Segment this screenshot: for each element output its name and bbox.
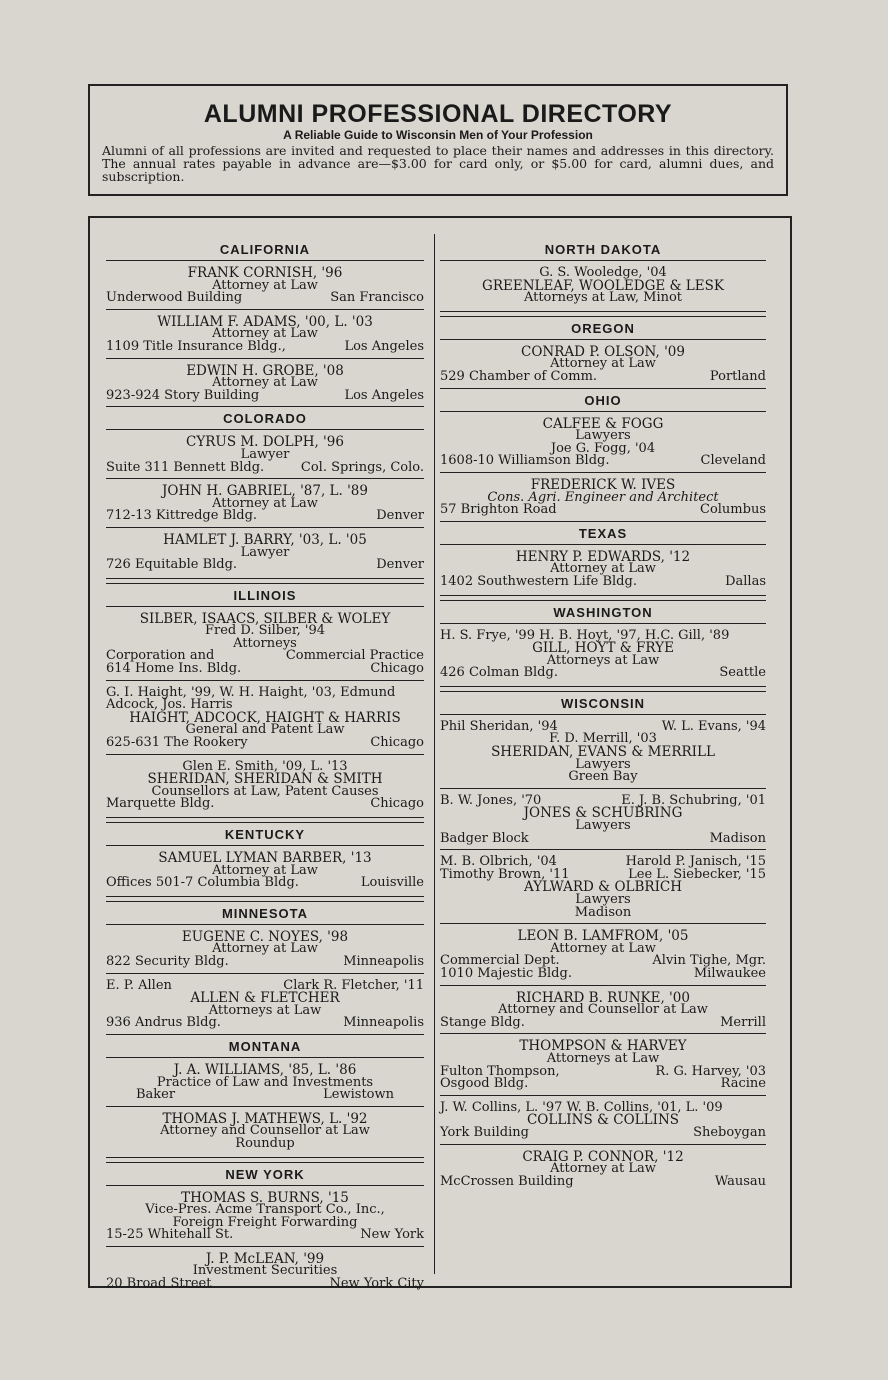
- state-heading-new-york: NEW YORK: [106, 1163, 424, 1186]
- listing-entry: B. W. Jones, '70 E. J. B. Schubring, '01 JONES & SCHUBRING Lawyers Badger Block Madison: [440, 789, 766, 850]
- listing-entry: J. A. WILLIAMS, '85, L. '86 Practice of Law and Investments Baker Lewistown: [106, 1058, 424, 1107]
- listing-entry: THOMAS J. MATHEWS, L. '92 Attorney and Counsellor at Law Roundup: [160, 1110, 370, 1151]
- state-heading-texas: TEXAS: [440, 521, 766, 545]
- listing-entry: FREDERICK W. IVES Cons. Agri. Engineer and Architect 57 Brighton Road Columbus: [440, 476, 766, 518]
- state-heading-north-dakota: NORTH DAKOTA: [440, 242, 766, 261]
- listing-entry: EUGENE C. NOYES, '98 Attorney at Law 822 Security Bldg. Minneapolis: [106, 925, 424, 974]
- listing-entry: Phil Sheridan, '94 W. L. Evans, '94 F. D. Merrill, '03 SHERIDAN, EVANS & MERRILL Lawyers Green Bay: [440, 715, 766, 789]
- state-heading-illinois: ILLINOIS: [106, 584, 424, 607]
- listing-entry: J. P. McLEAN, '99 Investment Securities 20 Broad Street New York City: [106, 1250, 424, 1292]
- state-heading-california: CALIFORNIA: [106, 242, 424, 261]
- listing-entry: M. B. Olbrich, '04 Harold P. Janisch, '15 Timothy Brown, '11 Lee L. Siebecker, '15 AYLWARD & OLBRICH Lawyers Madison: [440, 850, 766, 924]
- state-heading-wisconsin: WISCONSIN: [440, 692, 766, 715]
- state-heading-ohio: OHIO: [440, 388, 766, 412]
- left-column: [106, 242, 424, 1295]
- listing-entry: EDWIN H. GROBE, '08 Attorney at Law 923-924 Story Building Los Angeles: [106, 362, 424, 403]
- listing-entry: CYRUS M. DOLPH, '96 Lawyer Suite 311 Bennett Bldg. Col. Springs, Colo.: [106, 430, 424, 479]
- page-title: ALUMNI PROFESSIONAL DIRECTORY: [203, 100, 673, 128]
- listing-entry: JOHN H. GABRIEL, '87, L. '89 Attorney at Law 712-13 Kittredge Bldg. Denver: [106, 479, 424, 528]
- right-column: [440, 242, 766, 1192]
- listing-entry: CALFEE & FOGG Lawyers Joe G. Fogg, '04 1608-10 Williamson Bldg. Cleveland: [440, 412, 766, 473]
- directory-listing: [88, 216, 792, 1292]
- listing-entry: RICHARD B. RUNKE, '00 Attorney and Counsellor at Law Stange Bldg. Merrill: [440, 986, 766, 1035]
- listing-entry: SILBER, ISAACS, SILBER & WOLEY Fred D. Silber, '94 Attorneys Corporation and Commercial Practice 614 Home Ins. Bldg. Chicago: [106, 607, 424, 681]
- listing-entry: CRAIG P. CONNOR, '12 Attorney at Law McCrossen Building Wausau: [440, 1148, 766, 1189]
- listing-entry: THOMAS S. BURNS, '15 Vice-Pres. Acme Transport Co., Inc., Foreign Freight Forwarding 15-25 Whitehall St. New York: [106, 1186, 424, 1247]
- header-notice: Alumni of all professions are invited and requested to place their names and addresses in this directory. The annual rates payable in advance are—$3.00 for card only, or $5.00 for card, alumni dues, and subscription.: [102, 143, 774, 184]
- state-heading-kentucky: KENTUCKY: [106, 823, 424, 846]
- listing-entry: LEON B. LAMFROM, '05 Attorney at Law Commercial Dept. Alvin Tighe, Mgr. 1010 Majestic Bldg. Milwaukee: [440, 924, 766, 985]
- state-heading-washington: WASHINGTON: [440, 601, 766, 624]
- state-heading-oregon: OREGON: [440, 317, 766, 340]
- page-subtitle: A Reliable Guide to Wisconsin Men of Your Profession: [283, 128, 593, 142]
- state-heading-minnesota: MINNESOTA: [106, 902, 424, 925]
- column-divider: [434, 234, 435, 1274]
- listing-entry: H. S. Frye, '99 H. B. Hoyt, '97, H.C. Gill, '89 GILL, HOYT & FRYE Attorneys at Law 426 Colman Bldg. Seattle: [440, 627, 766, 681]
- listing-entry: CONRAD P. OLSON, '09 Attorney at Law 529 Chamber of Comm. Portland: [440, 343, 766, 384]
- listing-entry: SAMUEL LYMAN BARBER, '13 Attorney at Law Offices 501-7 Columbia Bldg. Louisville: [106, 850, 424, 891]
- state-heading-colorado: COLORADO: [106, 406, 424, 430]
- listing-entry: G. I. Haight, '99, W. H. Haight, '03, Edmund Adcock, Jos. Harris HAIGHT, ADCOCK, HAIGHT & HARRIS General and Patent Law 625-631 The Rookery Chicago: [106, 681, 424, 755]
- listing-entry: THOMPSON & HARVEY Attorneys at Law Fulton Thompson, R. G. Harvey, '03 Osgood Bldg. Racine: [440, 1034, 766, 1095]
- directory-header: [88, 84, 788, 196]
- listing-entry: G. S. Wooledge, '04 GREENLEAF, WOOLEDGE & LESK Attorneys at Law, Minot: [482, 265, 724, 306]
- listing-entry: E. P. Allen Clark R. Fletcher, '11 ALLEN & FLETCHER Attorneys at Law 936 Andrus Bldg. Minneapolis: [106, 977, 424, 1031]
- listing-entry: HENRY P. EDWARDS, '12 Attorney at Law 1402 Southwestern Life Bldg. Dallas: [440, 548, 766, 589]
- listing-entry: Glen E. Smith, '09, L. '13 SHERIDAN, SHERIDAN & SMITH Counsellors at Law, Patent Causes Marquette Bldg. Chicago: [106, 758, 424, 812]
- listing-entry: FRANK CORNISH, '96 Attorney at Law Underwood Building San Francisco: [106, 261, 424, 310]
- listing-entry: WILLIAM F. ADAMS, '00, L. '03 Attorney at Law 1109 Title Insurance Bldg., Los Angeles: [106, 310, 424, 359]
- state-heading-montana: MONTANA: [106, 1034, 424, 1058]
- listing-entry: HAMLET J. BARRY, '03, L. '05 Lawyer 726 Equitable Bldg. Denver: [106, 531, 424, 573]
- listing-entry: J. W. Collins, L. '97 W. B. Collins, '01, L. '09 COLLINS & COLLINS York Building Sheboygan: [440, 1096, 766, 1145]
